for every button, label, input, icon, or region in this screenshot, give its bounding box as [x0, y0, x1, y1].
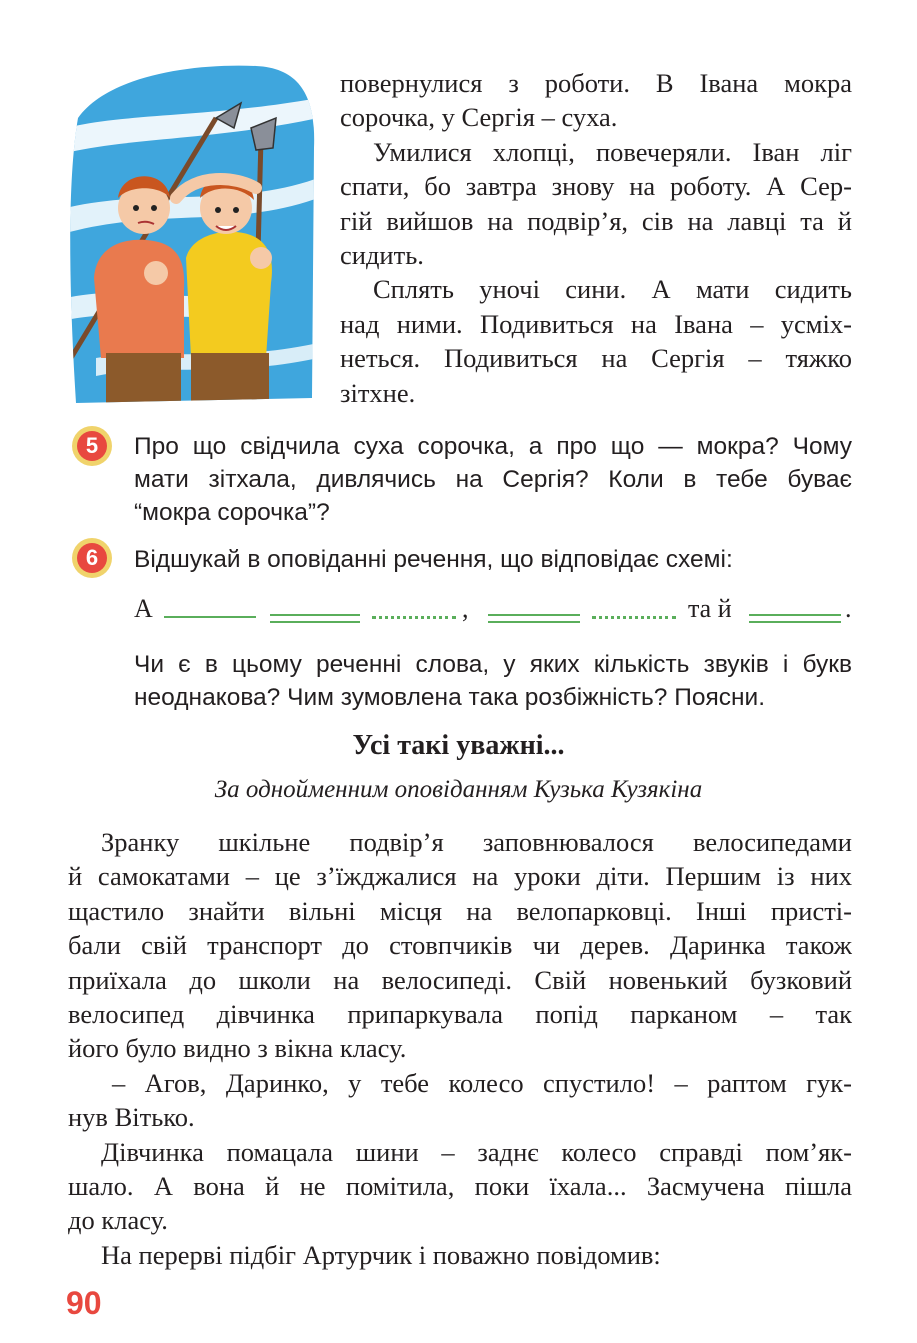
task-number: 5 [77, 431, 107, 461]
text-line: Чи є в цьому реченні слова, у яких кількість звуків і букв [134, 651, 852, 678]
story-text [68, 825, 852, 1272]
task-6-badge [72, 538, 112, 578]
story-title: Усі такі уважні... [352, 730, 565, 761]
text-line: зітхне. [340, 377, 416, 408]
scheme-subject-line [164, 616, 256, 618]
text-line: до класу. [68, 1205, 168, 1236]
text-line: мати зітхала, дивлячись на Сергія? Коли в тебе буває [134, 466, 852, 493]
text-line: й самокатами – це з’їжджалися на уроки діти. Першим із них [68, 861, 852, 892]
text-line: шало. А вона й не помітила, поки їхала... Засмучена пішла [68, 1171, 852, 1202]
text-line: його було видно з вікна класу. [68, 1033, 407, 1064]
text-line: – Агов, Даринко, у тебе колесо спустило! – раптом гук- [112, 1067, 852, 1098]
sentence-scheme [134, 594, 858, 634]
scheme-adverbial-line [372, 616, 456, 619]
text-line: приїхала до школи на велосипеді. Свій новенький бузковий [68, 964, 852, 995]
text-line: нув Вітько. [68, 1102, 195, 1133]
text-line: щастило знайти вільні місця на велопарковці. Інші присті- [68, 895, 852, 926]
text-line: повернулися з роботи. В Івана мокра [340, 68, 852, 98]
scheme-predicate-line [749, 614, 841, 623]
text-line: Про що свідчила суха сорочка, а про що — мокра? Чому [134, 433, 852, 460]
text-line: Відшукай в оповіданні речення, що відповідає схемі: [134, 546, 733, 573]
text-line: Зранку шкільне подвір’я заповнювалося велосипедами [101, 827, 852, 857]
scheme-predicate-line [270, 614, 360, 623]
scheme-predicate-line [488, 614, 580, 623]
story-continuation [340, 66, 852, 410]
task-5-text [134, 430, 852, 529]
text-line: неоднакова? Чим зумовлена така розбіжність? Поясни. [134, 684, 765, 711]
text-line: спати, бо завтра знову на роботу. А Сер- [340, 171, 852, 202]
boys-illustration [66, 58, 318, 406]
text-line: гій вийшов на подвір’я, сів на лавці та й [340, 205, 852, 236]
page-number: 90 [66, 1285, 102, 1321]
task-number: 6 [77, 543, 107, 573]
text-line: велосипед дівчинка припаркувала попід парканом – так [68, 999, 852, 1030]
task-6-question [134, 648, 852, 714]
task-5-badge [72, 426, 112, 466]
text-line: над ними. Подивиться на Івана – усміх- [340, 308, 852, 339]
text-line: сорочка, у Сергія – суха. [340, 102, 618, 133]
scheme-start-word: А [134, 594, 153, 623]
text-line: сидить. [340, 240, 424, 271]
task-6-prompt [134, 543, 852, 576]
text-line: Сплять уночі сини. А мати сидить [373, 274, 852, 305]
scheme-comma: , [462, 594, 469, 623]
story-subtitle: За однойменним оповіданням Кузька Кузякіна [214, 776, 703, 803]
text-line: Умилися хлопці, повечеряли. Іван ліг [373, 136, 852, 167]
text-line: Дівчинка помацала шини – заднє колесо справді пом’як- [101, 1136, 852, 1167]
scheme-adverbial-line [592, 616, 676, 619]
text-line: “мокра сорочка”? [134, 499, 330, 526]
text-line: неться. Подивиться на Сергія – тяжко [340, 343, 852, 374]
scheme-end: . [845, 594, 852, 623]
text-line: На перерві підбіг Артурчик і поважно повідомив: [101, 1239, 661, 1270]
text-line: бали свій транспорт до стовпчиків чи дерев. Даринка також [68, 930, 852, 961]
scheme-conjunction: та й [688, 594, 732, 623]
